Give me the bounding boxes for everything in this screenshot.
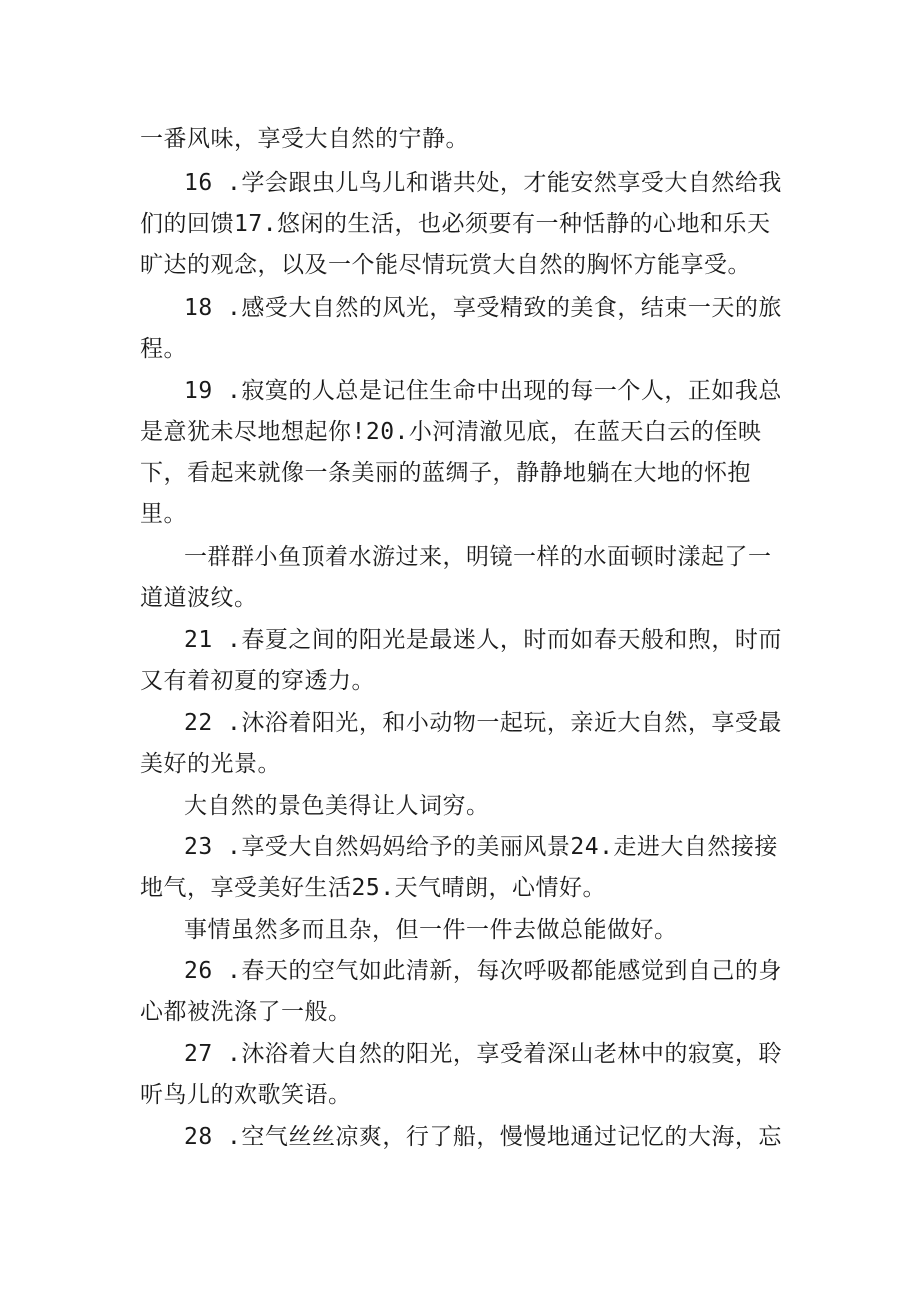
text-line: 大自然的景色美得让人词穷。: [184, 793, 490, 819]
text-line: 19 .寂寞的人总是记住生命中出现的每一个人，正如我总: [184, 378, 782, 404]
text-line: 21 .春夏之间的阳光是最迷人，时而如春天般和煦，时而: [184, 627, 782, 653]
text-line: 27 .沐浴着大自然的阳光，享受着深山老林中的寂寞，聆: [184, 1041, 782, 1067]
text-line: 一群群小鱼顶着水游过来，明镜一样的水面顿时漾起了一: [184, 544, 772, 570]
text-line: 事情虽然多而且杂，但一件一件去做总能做好。: [184, 917, 678, 943]
text-line: 22 .沐浴着阳光，和小动物一起玩，亲近大自然，享受最: [184, 710, 782, 736]
text-line: 心都被洗涤了一般。: [140, 999, 352, 1025]
text-line: 28 .空气丝丝凉爽，行了船，慢慢地通过记忆的大海，忘: [184, 1124, 782, 1150]
text-line: 美好的光景。: [140, 751, 281, 777]
text-line: 道道波纹。: [140, 585, 258, 611]
text-line: 16 .学会跟虫儿鸟儿和谐共处，才能安然享受大自然给我: [184, 170, 782, 196]
text-line: 18 .感受大自然的风光，享受精致的美食，结束一天的旅: [184, 295, 782, 321]
text-line: 是意犹未尽地想起你!20.小河清澈见底，在蓝天白云的侄映: [140, 419, 762, 445]
text-line: 下，看起来就像一条美丽的蓝绸子，静静地躺在大地的怀抱: [140, 460, 751, 486]
text-line: 又有着初夏的穿透力。: [140, 668, 375, 694]
text-line: 26 .春天的空气如此清新，每次呼吸都能感觉到自己的身: [184, 958, 782, 984]
text-line: 地气，享受美好生活25.天气晴朗，心情好。: [140, 875, 607, 901]
text-line: 旷达的观念，以及一个能尽情玩赏大自然的胸怀方能享受。: [140, 252, 751, 278]
text-line: 听鸟儿的欢歌笑语。: [140, 1082, 352, 1108]
text-line: 23 .享受大自然妈妈给予的美丽风景24.走进大自然接接: [184, 834, 778, 860]
text-line: 程。: [140, 336, 187, 362]
text-line: 一番风味，享受大自然的宁静。: [140, 126, 469, 152]
text-line: 们的回馈17.悠闲的生活，也必须要有一种恬静的心地和乐天: [140, 211, 771, 237]
text-line: 里。: [140, 501, 187, 527]
